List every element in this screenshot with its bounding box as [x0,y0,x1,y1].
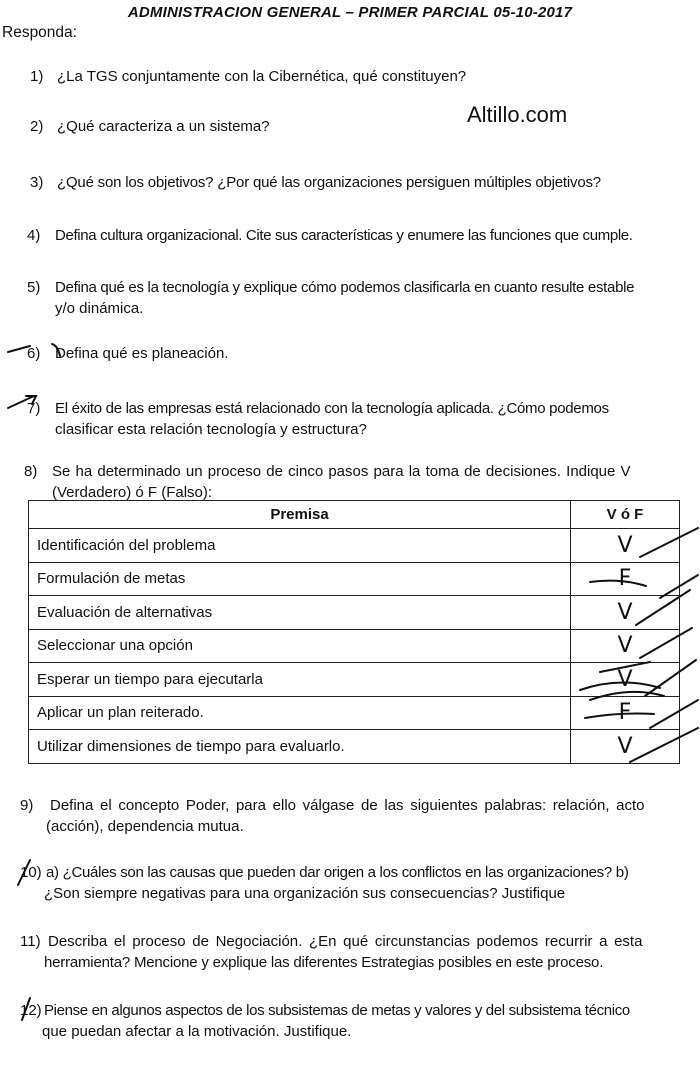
table-header-row [29,501,680,529]
question-text: ¿Qué caracteriza a un sistema? [57,118,270,135]
answer-cell: V [571,663,680,697]
question-number: 3) [30,174,44,191]
true-false-table [28,500,680,764]
question-text: ¿La TGS conjuntamente con la Cibernética, qué constituyen? [57,68,467,85]
instruction-label: Responda: [2,24,77,41]
question-text: a) ¿Cuáles son las causas que pueden dar origen a los conflictos en las organizaciones? b) [46,864,629,881]
premisa-cell: Utilizar dimensiones de tiempo para evaluarlo. [29,730,571,764]
question-text: Describa el proceso de Negociación. ¿En qué circunstancias podemos recurrir a esta [48,933,643,950]
question-number: 1) [30,68,44,85]
table-row [29,529,680,563]
question-text: que puedan afectar a la motivación. Justifique. [42,1023,352,1040]
question-text: Piense en algunos aspectos de los subsistemas de metas y valores y del subsistema técnico [44,1002,630,1019]
table-row [29,663,680,697]
question-text: Defina qué es la tecnología y explique cómo podemos clasificarla en cuanto resulte estable [55,279,635,296]
table-row [29,629,680,663]
table-row [29,562,680,596]
question-text: (acción), dependencia mutua. [46,818,244,835]
question-number: 10) [20,864,42,881]
table-row [29,696,680,730]
question-text: El éxito de las empresas está relacionado con la tecnología aplicada. ¿Cómo podemos [55,400,609,417]
answer-cell: F [571,562,680,596]
table-row [29,730,680,764]
watermark: Altillo.com [467,102,568,127]
answer-cell: V [571,629,680,663]
premisa-cell: Evaluación de alternativas [29,596,571,630]
answer-cell: V [571,730,680,764]
question-number: 11) [20,933,41,950]
question-text: Defina el concepto Poder, para ello válgase de las siguientes palabras: relación, acto [50,797,645,814]
question-number: 5) [27,279,41,296]
question-number: 8) [24,463,38,480]
question-text: (Verdadero) ó F (Falso): [52,484,213,501]
question-number: 9) [20,797,34,814]
question-text: y/o dinámica. [55,300,144,317]
answer-cell: V [571,529,680,563]
question-text: Defina cultura organizacional. Cite sus características y enumere las funciones que cumple. [55,227,633,244]
question-number: 4) [27,227,41,244]
table-row [29,596,680,630]
answer-cell: V [571,596,680,630]
question-number: 7) [27,400,41,417]
question-number: 6) [27,345,41,362]
premisa-cell: Identificación del problema [29,529,571,563]
premisa-cell: Esperar un tiempo para ejecutarla [29,663,571,697]
premisa-cell: Formulación de metas [29,562,571,596]
question-text: herramienta? Mencione y explique las diferentes Estrategias posibles en este proceso. [44,954,604,971]
answer-cell: F [571,696,680,730]
header-v-o-f: V ó F [571,501,680,529]
exam-title: ADMINISTRACION GENERAL – PRIMER PARCIAL 05-10-2017 [127,4,573,21]
premisa-cell: Aplicar un plan reiterado. [29,696,571,730]
premisa-cell: Seleccionar una opción [29,629,571,663]
question-text: Se ha determinado un proceso de cinco pasos para la toma de decisiones. Indique V [52,463,631,480]
question-text: ¿Qué son los objetivos? ¿Por qué las organizaciones persiguen múltiples objetivos? [57,174,601,191]
question-number: 2) [30,118,44,135]
question-text: Defina qué es planeación. [55,345,229,362]
question-text: ¿Son siempre negativas para una organización sus consecuencias? Justifique [44,885,566,902]
question-number: 12) [20,1002,42,1019]
header-premisa: Premisa [29,501,571,529]
question-text: clasificar esta relación tecnología y estructura? [55,421,367,438]
